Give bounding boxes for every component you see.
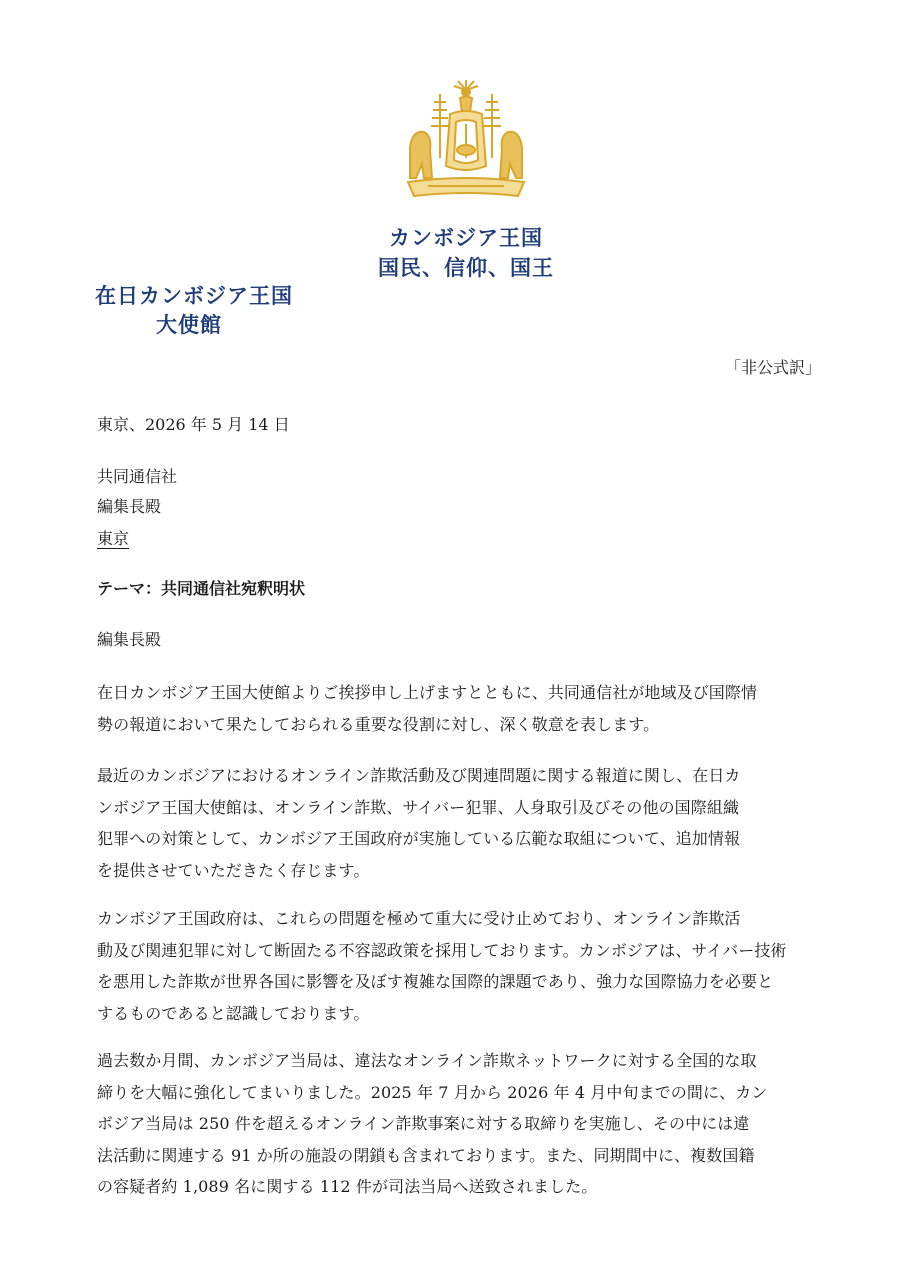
body-paragraph-1: [97, 677, 832, 740]
paragraph-line: 締りを大幅に強化してまいりました。2025 年 7 月から 2026 年 4 月中旬までの間に、カン: [97, 1082, 768, 1102]
paragraph-line: 勢の報道において果たしておられる重要な役割に対し、深く敬意を表します。: [97, 714, 660, 734]
paragraph-line: 法活動に関連する 91 か所の施設の閉鎖も含まれております。また、同期間中に、複数国籍: [97, 1145, 755, 1165]
body-paragraph-4: [97, 1045, 832, 1203]
recipient-title: 編集長殿: [97, 497, 162, 516]
country-name: カンボジア王国: [389, 225, 543, 250]
letter-date: 東京、2026 年 5 月 14 日: [97, 415, 290, 434]
paragraph-line: カンボジア王国政府は、これらの問題を極めて重大に受け止めており、オンライン詐欺活: [97, 909, 741, 928]
salutation: 編集長殿: [97, 630, 162, 649]
paragraph-line: を悪用した詐欺が世界各国に影響を及ぼす複雑な国際的課題であり、強力な国際協力を必要と: [97, 972, 774, 991]
paragraph-line: 在日カンボジア王国大使館よりご挨拶申し上げますとともに、共同通信社が地域及び国際情: [97, 683, 758, 702]
sender-name-line2: 大使館: [156, 312, 222, 337]
body-paragraph-3: [97, 903, 832, 1029]
paragraph-line: ボジア当局は 250 件を超えるオンライン詐欺事案に対する取締りを実施し、その中には違: [97, 1114, 750, 1133]
national-motto: 国民、信仰、国王: [378, 255, 554, 280]
subject-line: テーマ：共同通信社宛釈明状: [97, 579, 306, 598]
paragraph-line: するものであると認識しております。: [97, 1003, 370, 1023]
paragraph-line: 動及び関連犯罪に対して断固たる不容認政策を採用しております。カンボジアは、サイバー技術: [97, 940, 787, 960]
recipient-organization: 共同通信社: [97, 467, 178, 486]
paragraph-line: 犯罪への対策として、カンボジア王国政府が実施している広範な取組について、追加情報: [97, 829, 741, 848]
recipient-city: 東京: [97, 529, 130, 548]
body-paragraph-2: [97, 760, 832, 886]
paragraph-line: ンボジア王国大使館は、オンライン詐欺、サイバー犯罪、人身取引及びその他の国際組織: [97, 797, 740, 817]
paragraph-line: の容疑者約 1,089 名に関する 112 件が司法当局へ送致されました。: [97, 1177, 598, 1196]
royal-coat-of-arms-emblem: [398, 78, 534, 206]
paragraph-line: 過去数か月間、カンボジア当局は、違法なオンライン詐欺ネットワークに対する全国的な取: [97, 1051, 757, 1070]
sender-name-line1: 在日カンボジア王国: [95, 283, 293, 308]
translation-note: 「非公式訳」: [724, 358, 821, 377]
paragraph-line: 最近のカンボジアにおけるオンライン詐欺活動及び関連問題に関する報道に関し、在日カ: [97, 766, 741, 785]
paragraph-line: を提供させていただきたく存じます。: [97, 860, 370, 880]
